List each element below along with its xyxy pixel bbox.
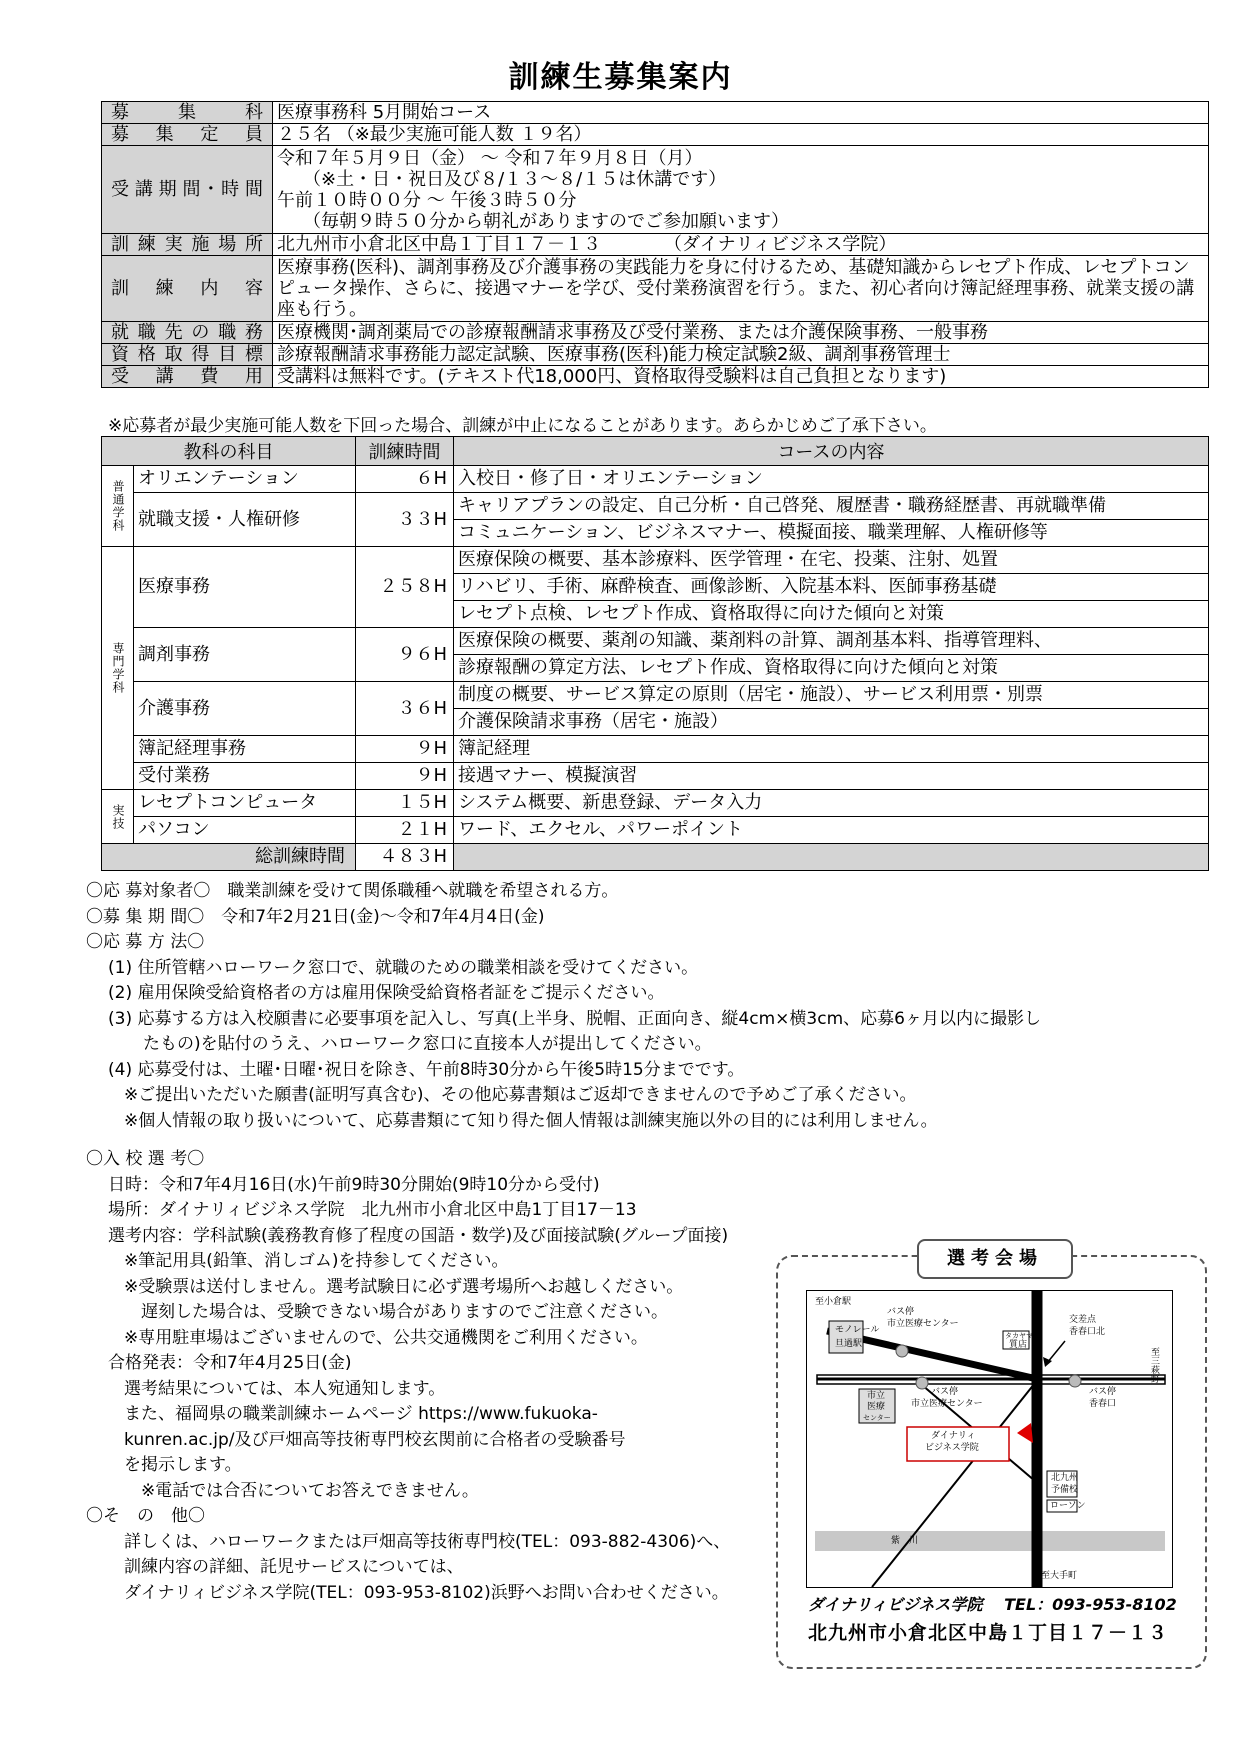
content-pc: ワード、エクセル、パワーポイント — [454, 817, 1209, 844]
intersection-arrow — [1047, 1341, 1065, 1363]
hours-pharmacy: ９６H — [356, 628, 454, 682]
other-line-1: 詳しくは、ハローワークまたは戸畑高等技術専門校(TEL：093-882-4306)へ、 — [124, 1531, 731, 1552]
subject-pharmacy: 調剤事務 — [134, 628, 356, 682]
road-diag-1 — [872, 1383, 1035, 1587]
hours-bookkeeping: ９H — [356, 736, 454, 763]
method-3: (3) 応募する方は入校願書に必要事項を記入し、写真(上半身、脱帽、正面向き、縦4cm×横3cm、応募6ヶ月以内に撮影し — [108, 1008, 1041, 1029]
pass-note-1: 選考結果については、本人宛通知します。 — [124, 1378, 446, 1399]
method-4: (4) 応募受付は、土曜･日曜･祝日を除き、午前8時30分から午後5時15分までです。 — [108, 1059, 745, 1080]
map-label-bus2-a: バス停 — [931, 1387, 959, 1397]
method-3-cont: たもの)を貼付のうえ、ハローワーク窓口に直接本人が提出してください。 — [143, 1034, 712, 1054]
period-hours: 午前１０時００分 ～ 午後３時５０分 — [277, 189, 577, 211]
content-medical-office-1: 医療保険の概要、基本診療料、医学管理・在宅、投薬、注射、処置 — [454, 547, 1209, 574]
hours-medical-office: ２５８H — [356, 547, 454, 628]
content-orientation: 入校日・修了日・オリエンテーション — [454, 466, 1209, 493]
content-medical-office-3: レセプト点検、レセプト作成、資格取得に向けた傾向と対策 — [454, 601, 1209, 628]
map-label-bus2-b: 市立医療センター — [911, 1399, 983, 1409]
method-2: (2) 雇用保険受給資格者の方は雇用保険受給資格者証をご提示ください。 — [108, 983, 665, 1003]
map-label-prep-2: 予備校 — [1051, 1485, 1079, 1495]
map-label-monorail: モノレール — [835, 1325, 880, 1335]
application-section — [86, 879, 1166, 1134]
school-marker — [1017, 1423, 1033, 1443]
hours-care: ３６H — [356, 682, 454, 736]
selection-note-2: ※受験票は送付しません。選考試験日に必ず選考場所へお越しください。 — [124, 1276, 684, 1297]
selection-place: 場所：ダイナリィビジネス学院 北九州市小倉北区中島1丁目17－13 — [108, 1200, 637, 1220]
bus-stop-1 — [896, 1345, 908, 1357]
pass-note-3: kunren.ac.jp/及び戸畑高等技術専門校玄関前に合格者の受験番号 — [124, 1429, 626, 1450]
hours-receipt-computer: １５H — [356, 790, 454, 817]
content-pharmacy-2: 診療報酬の算定方法、レセプト作成、資格取得に向けた傾向と対策 — [454, 655, 1209, 682]
content-reception: 接遇マナー、模擬演習 — [454, 763, 1209, 790]
header-subject: 教科の科目 — [102, 437, 356, 466]
map-label-hospital-1: 市立 — [867, 1391, 886, 1401]
value-location: 北九州市小倉北区中島１丁目１７－１３ （ダイナリィビジネス学院） — [273, 234, 1209, 256]
subject-reception: 受付業務 — [134, 763, 356, 790]
map-school-line — [808, 1592, 1177, 1615]
content-job-support-2: コミュニケーション、ビジネスマナー、模擬面接、職業理解、人権研修等 — [454, 520, 1209, 547]
map-label-mikatano: 至三萩野 — [1149, 1347, 1159, 1383]
total-hours: ４８３H — [356, 844, 454, 871]
value-jobs: 医療機関･調剤薬局での診療報酬請求事務及び受付業務、または介護保険事務、一般事務 — [273, 322, 1209, 344]
map-label-river: 紫 川 — [891, 1536, 919, 1546]
hours-job-support: ３３H — [356, 493, 454, 547]
selection-heading: 〇入 校 選 考〇 — [86, 1149, 205, 1169]
map-label-school-1: ダイナリィ — [931, 1431, 976, 1441]
value-capacity: ２５名 （※最少実施可能人数 １９名） — [273, 124, 1209, 146]
map-label-otemachi: 至大手町 — [1041, 1571, 1078, 1581]
map-label-bus1-b: 市立医療センター — [887, 1319, 959, 1329]
content-pharmacy-1: 医療保険の概要、薬剤の知識、薬剤料の計算、調剤基本料、指導管理料、 — [454, 628, 1209, 655]
subject-care: 介護事務 — [134, 682, 356, 736]
total-blank — [454, 844, 1209, 871]
subject-pc: パソコン — [134, 817, 356, 844]
content-medical-office-2: リハビリ、手術、麻酔検査、画像診断、入院基本料、医師事務基礎 — [454, 574, 1209, 601]
subject-orientation: オリエンテーション — [134, 466, 356, 493]
period-line: 〇募 集 期 間〇 令和7年2月21日(金)～令和7年4月4日(金) — [86, 906, 545, 927]
period-assembly: （毎朝９時５０分から朝礼がありますのでご参加願います） — [303, 210, 789, 232]
label-location: 訓練実施場所 — [102, 234, 273, 256]
map-label-intersection: 交差点 — [1069, 1315, 1097, 1325]
map-label-tanga: 旦過駅 — [835, 1339, 863, 1349]
label-qualification: 資格取得目標 — [102, 344, 273, 366]
content-care-2: 介護保険請求事務（居宅・施設） — [454, 709, 1209, 736]
map-label-pawnshop: 質店 — [1009, 1340, 1028, 1350]
header-content: コースの内容 — [454, 437, 1209, 466]
map-label-lawson: ローソン — [1050, 1501, 1086, 1511]
note-return: ※ご提出いただいた願書(証明写真含む)、その他応募書類はご返却できませんので予めご了承ください。 — [124, 1085, 917, 1105]
hours-orientation: ６H — [356, 466, 454, 493]
total-label: 総訓練時間 — [102, 844, 356, 871]
selection-note-4: ※専用駐車場はございませんので、公共交通機関をご利用ください。 — [124, 1327, 648, 1348]
value-content: 医療事務(医科)、調剤事務及び介護事務の実践能力を身に付けるため、基礎知識からレセプト作成、レセプトコンピュータ操作、さらに、接遇マナーを学び、受付業務演習を行う。また、初心者向け簿記経理事務、就業支援の講座も行う。 — [273, 256, 1209, 322]
map-label-school-2: ビジネス学院 — [925, 1443, 979, 1453]
group-practical: 実技 — [102, 790, 134, 844]
value-qualification: 診療報酬請求事務能力認定試験、医療事務(医科)能力検定試験2級、調剤事務管理士 — [273, 344, 1209, 366]
course-info-table — [101, 101, 1209, 388]
map-label-hospital-3: センター — [863, 1414, 891, 1422]
selection-note-1: ※筆記用具(鉛筆、消しゴム)を持参してください。 — [124, 1251, 509, 1271]
header-hours: 訓練時間 — [356, 437, 454, 466]
map-label-takayama: タカヤマ — [1005, 1332, 1033, 1340]
note-privacy: ※個人情報の取り扱いについて、応募書類にて知り得た個人情報は訓練実施以外の目的には利用しません。 — [124, 1110, 938, 1131]
subject-job-support: 就職支援・人権研修 — [134, 493, 356, 547]
method-1: (1) 住所管轄ハローワーク窓口で、就職のための職業相談を受けてください。 — [108, 957, 699, 978]
selection-note-3: 遅刻した場合は、受験できない場合がありますのでご注意ください。 — [141, 1302, 668, 1322]
selection-date: 日時：令和7年4月16日(水)午前9時30分開始(9時10分から受付) — [108, 1174, 600, 1195]
map-drawing — [807, 1291, 1172, 1587]
selection-content: 選考内容：学科試験(義務教育修了程度の国語・数学)及び面接試験(グループ面接) — [108, 1225, 729, 1246]
map-label-hospital-2: 医療 — [867, 1402, 886, 1412]
label-course: 募 集 科 — [102, 102, 273, 124]
target-line: 〇応 募対象者〇 職業訓練を受けて関係職種へ就職を希望される方。 — [86, 881, 619, 901]
hours-pc: ２１H — [356, 817, 454, 844]
subject-medical-office: 医療事務 — [134, 547, 356, 628]
period-holidays: （※土・日・祝日及び８/１３～８/１５は休講です） — [303, 168, 727, 190]
value-fee: 受講料は無料です。(テキスト代18,000円、資格取得受験料は自己負担となります) — [273, 366, 1209, 388]
pass-note-4: を掲示します。 — [124, 1455, 242, 1475]
method-heading: 〇応 募 方 法〇 — [86, 932, 205, 952]
selection-section — [86, 1147, 786, 1606]
content-receipt-computer: システム概要、新患登録、データ入力 — [454, 790, 1209, 817]
label-period: 受講期間･時間 — [102, 146, 273, 234]
pass-note-2: また、福岡県の職業訓練ホームページ https://www.fukuoka- — [124, 1404, 598, 1424]
map-title: 選考会場 — [917, 1239, 1073, 1279]
map-label-bus1-a: バス停 — [887, 1307, 915, 1317]
other-line-3: ダイナリィビジネス学院(TEL：093-953-8102)浜野へお問い合わせください。 — [124, 1582, 729, 1603]
content-bookkeeping: 簿記経理 — [454, 736, 1209, 763]
map-label-bus3-b: 香春口 — [1089, 1399, 1117, 1409]
hours-reception: ９H — [356, 763, 454, 790]
map-label-kawaraguchi-kita: 香春口北 — [1069, 1327, 1106, 1337]
subject-receipt-computer: レセプトコンピュータ — [134, 790, 356, 817]
pass-announcement: 合格発表：令和7年4月25日(金) — [108, 1353, 352, 1373]
group-specialized: 専門学科 — [102, 547, 134, 790]
bus-stop-3 — [1069, 1375, 1081, 1387]
value-course: 医療事務科 5月開始コース — [273, 102, 1209, 124]
minimum-notice: ※応募者が最少実施可能人数を下回った場合、訓練が中止になることがあります。あらかじめご了承下さい。 — [108, 416, 937, 436]
value-period — [273, 146, 1209, 234]
label-jobs: 就職先の職務 — [102, 322, 273, 344]
group-general: 普通学科 — [102, 466, 134, 547]
map-school-name: ダイナリィビジネス学院 — [808, 1595, 983, 1614]
period-dates: 令和７年５月９日（金） ～ 令和７年９月８日（月） — [277, 147, 703, 169]
map-label-kokura: 至小倉駅 — [815, 1297, 852, 1307]
map-label-prep-1: 北九州 — [1051, 1473, 1079, 1483]
other-line-2: 訓練内容の詳細、託児サービスについては、 — [124, 1557, 464, 1577]
bus-stop-2 — [916, 1377, 928, 1389]
access-map — [806, 1290, 1173, 1588]
label-capacity: 募 集 定 員 — [102, 124, 273, 146]
content-job-support-1: キャリアプランの設定、自己分析・自己啓発、履歴書・職務経歴書、再就職準備 — [454, 493, 1209, 520]
subject-bookkeeping: 簿記経理事務 — [134, 736, 356, 763]
map-school-address: 北九州市小倉北区中島１丁目１７－１３ — [808, 1622, 1169, 1644]
river — [815, 1531, 1165, 1551]
map-school-tel: TEL：093-953-8102 — [1004, 1595, 1177, 1614]
pass-note-5: ※電話では合否についてお答えできません。 — [141, 1480, 479, 1501]
label-content: 訓 練 内 容 — [102, 256, 273, 322]
page-title: 訓練生募集案内 — [508, 60, 733, 95]
label-fee: 受 講 費 用 — [102, 366, 273, 388]
other-heading: 〇そ の 他〇 — [86, 1506, 205, 1526]
content-care-1: 制度の概要、サービス算定の原則（居宅・施設）、サービス利用票・別票 — [454, 682, 1209, 709]
curriculum-table — [101, 436, 1209, 871]
map-label-bus3-a: バス停 — [1089, 1387, 1117, 1397]
